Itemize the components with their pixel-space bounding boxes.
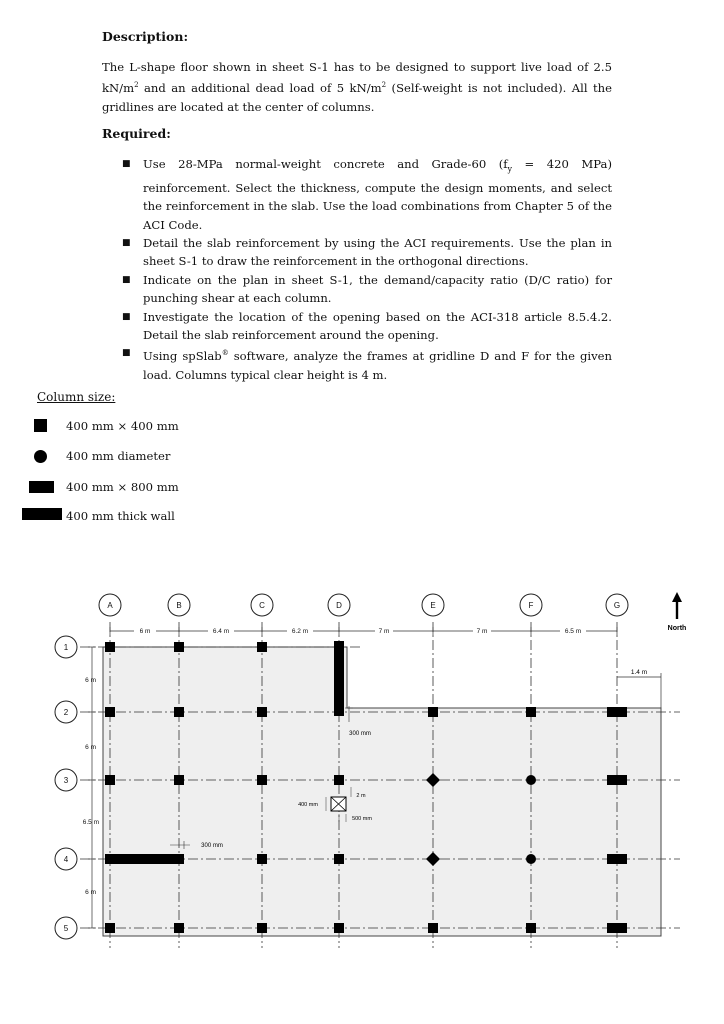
legend-label: 400 mm thick wall [66, 509, 175, 523]
overhang-label: 1.4 m [630, 669, 648, 676]
square-column [526, 923, 536, 933]
square-column [257, 707, 267, 717]
rectangular-column-icon [29, 481, 54, 493]
grid-label-y: 5 [63, 924, 69, 933]
required-item: ■ Indicate on the plan in sheet S-1, the demand/capacity ratio (D/C ratio) for punching shear at each column. [122, 272, 612, 306]
square-column [105, 642, 115, 652]
grid-label-x: F [528, 601, 534, 610]
required-item: ■ Detail the slab reinforcement by using the ACI requirements. Use the plan in sheet S-1 to draw the reinforcement in the orthogonal directions. [122, 235, 612, 269]
square-column [105, 923, 115, 933]
wall-grid-4 [105, 854, 184, 864]
rectangular-column [607, 775, 627, 785]
opening-offset-label: 2 m [356, 793, 366, 799]
dimension-label: 6 m [139, 628, 151, 635]
wall-offset-label: 300 mm [349, 731, 371, 737]
dimension-label: 6 m [85, 744, 96, 751]
rectangular-column [607, 707, 627, 717]
top-dimension-line [110, 627, 617, 635]
square-column [174, 775, 184, 785]
grid-label-x: D [336, 601, 342, 610]
wall4-offset-label: 300 mm [201, 843, 223, 849]
dimension-label: 6 m [85, 889, 96, 896]
grid-label-y: 3 [63, 776, 69, 785]
wall-icon [22, 508, 62, 520]
grid-label-x: C [259, 601, 265, 610]
dimension-label: 6.4 m [212, 628, 230, 635]
square-column [428, 707, 438, 717]
rectangular-column [607, 923, 627, 933]
opening-width-label: 400 mm [298, 802, 318, 808]
square-column [174, 642, 184, 652]
square-column-icon [34, 419, 47, 432]
grid-label-y: 2 [63, 708, 69, 717]
required-item: ■ Investigate the location of the opening based on the ACI-318 article 8.5.4.2. Detail the slab reinforcement around the opening. [122, 309, 612, 342]
legend-label: 400 mm diameter [66, 449, 171, 463]
required-heading: Required: [102, 126, 171, 141]
circle-column [526, 775, 536, 785]
floor-plan [0, 560, 724, 1000]
rectangular-column [607, 854, 627, 864]
dimension-label: 6 m [85, 677, 96, 684]
square-column [334, 775, 344, 785]
square-column [105, 775, 115, 785]
opening-side-label: 500 mm [352, 816, 372, 822]
square-column [257, 854, 267, 864]
square-column [334, 854, 344, 864]
legend-label: 400 mm × 400 mm [66, 419, 179, 433]
square-column [257, 775, 267, 785]
grid-label-x: E [430, 601, 436, 610]
slab-outline [103, 647, 661, 936]
grid-bubbles-y [55, 636, 77, 939]
square-column [174, 923, 184, 933]
circle-column-icon [34, 450, 47, 463]
square-column [428, 923, 438, 933]
wall-grid-d [334, 641, 344, 716]
dimension-label: 7 m [378, 628, 390, 635]
square-column [257, 642, 267, 652]
square-column [174, 707, 184, 717]
dimension-label: 6.5 m [564, 628, 582, 635]
dimension-label: 7 m [476, 628, 488, 635]
grid-label-y: 4 [63, 855, 69, 864]
grid-label-y: 1 [63, 643, 69, 652]
dimension-label: 6.2 m [291, 628, 309, 635]
legend-label: 400 mm × 800 mm [66, 480, 179, 494]
required-item: ■ Using spSlab® software, analyze the frames at gridline D and F for the given load. Columns typical clear height is 4 m. [122, 348, 612, 382]
description-body: The L-shape floor shown in sheet S-1 has to be designed to support live load of 2.5 $kN/m^2$ and an additional dead load of 5 $kN/m^2$ (Self-weight is not included). All the gridlines are located at the center of columns. [102, 60, 612, 114]
north-label: North [667, 625, 687, 632]
required-list [122, 155, 612, 384]
dimension-label: 6.5 m [82, 819, 99, 826]
square-column [105, 707, 115, 717]
square-column [257, 923, 267, 933]
grid-label-x: A [107, 601, 113, 610]
column-size-title: Column size: [37, 390, 116, 404]
grid-label-x: G [613, 601, 621, 610]
description-heading: Description: [102, 29, 189, 44]
slab-opening [331, 797, 346, 811]
square-column [334, 923, 344, 933]
left-dimension-line [88, 647, 96, 928]
north-arrow [668, 592, 687, 632]
grid-label-x: B [176, 601, 182, 610]
overhang-dimension [617, 673, 661, 708]
circle-column [526, 854, 536, 864]
required-item: ■ Use 28-MPa normal-weight concrete and Grade-60 ($f_y = 420$ MPa) reinforcement. Select the thickness, compute the design moments, and select the reinforcement in the slab. Use the load combinations from Chapter 5 of the ACI Code. [122, 157, 612, 232]
square-column [526, 707, 536, 717]
